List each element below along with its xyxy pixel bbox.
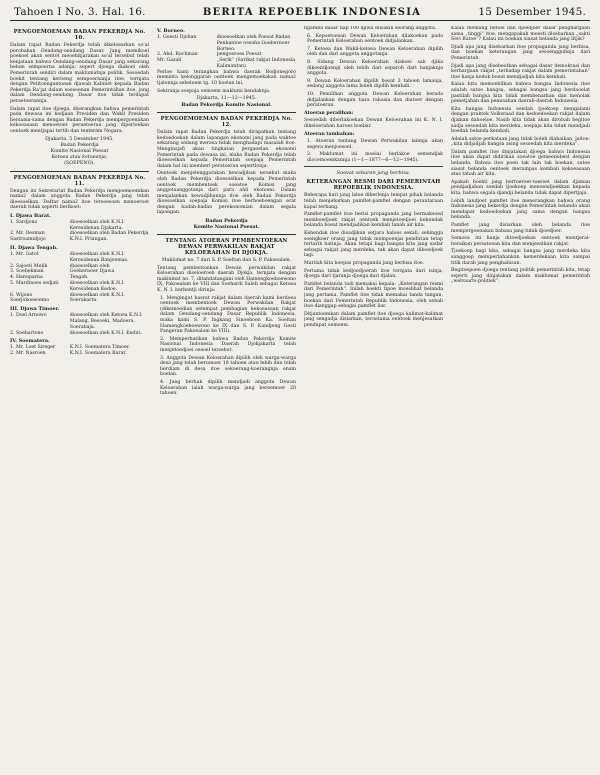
member-name: 1. Mr. Loet Sireger [10, 345, 56, 351]
member-row [10, 331, 149, 337]
member-name: 2. Mr. Oesman Sastroamidjojo [10, 231, 46, 243]
paragraph: Dalam rapat itoe djoega, diterangkan bahwa pemerintah pada dewasa ini kedjaan Presiden dan Wakil Presiden bersama-sama dengan Badan Pekerdja mempergoenakan kekoeasaan menoetoer peraetoeran jang diperloekan oentoek mentjapai tertib dan tenteram Negara. [10, 106, 149, 134]
divider [304, 166, 443, 167]
member-source: dioesoelkan oleh K.N.I. Keresidenan Banjoemas. [69, 252, 129, 263]
list-item: 9. Dewan Keloerahan dipilih boeat 3 tahoen lamanja, sedang anggota lama boleh dipilih kembali. [307, 78, 443, 90]
region-heading: II. Djawa Tengah. [10, 245, 58, 252]
paragraph: Tjoekoep bagi kita, sebagai bangsa jang merdeka kita sanggoep mempertahankan kemerdekaan kita sampai titik darah jang penghabisan. [451, 249, 590, 266]
member-source: „Serik“ (Sarikat rakjat Indonesia Kalimantan). [216, 58, 295, 69]
signature-block [157, 218, 296, 230]
headline-announcement-11: PENGOEMOEMAN BADAN PEKERDJA No. 11. [13, 174, 146, 187]
divider [157, 112, 296, 113]
member-row [10, 313, 149, 330]
signature-date: Djakarta, 11—12—1945. [196, 96, 257, 102]
member-source: Tengah. [69, 275, 89, 281]
paragraph: Semoea ini hanja ditoedjoekan oentoek mentjerai-beraikan persatoean kita dan menjesatkan rakjat. [451, 236, 590, 247]
paragraph: Begitoepoen djoega tentang politik pemerintah kita, tetap seperti jang dinjatakan dalam maklumat pemerintah „welvaarts-politiek“. [451, 268, 590, 285]
list-item: 1. Mengingat hasrat rakjat dalam daerah kami berdoea oentoek membentoek Dewan Perwakilan Rakjat (dikemoedian setempat pembagian kekoeasaan rakjat dalam Oendang-oendang Dasar Republik Indonesia, maka kami S. P. Ingkang Sinoehoen Ka. Soeltan Hamengkoeboewono ke IX dan S. P. Kandjeng Gesti Pangeran Pakoealam ke VIII). [160, 295, 296, 335]
paragraph: Atoeran tambahan: [304, 131, 355, 137]
member-source: dioesoelkan oleh K.N.I. Kediri. [69, 330, 143, 336]
paragraph: Kalau kita memoebilkan bahwa bangsa Indonesia itoe adalah satoe bangsa, sebagai bangsa jang berdaoelat pastilah bangsa kita tidak membenarkan dan menolak pemetjahan dan pemisahan daerah-daerah Indonesia. [451, 82, 590, 105]
numbered-list [304, 34, 443, 109]
member-list [10, 252, 149, 304]
paragraph: Oentoek menjelenggarakan kewadjiban tersebut maka oleh Badan Pekerdja dioesoelkan kepada Pemerintah oentoek membentoek soeatoe Komisi jang anggotaanggotanja dari para ahli ekonomi. Dalam menjalankan kewadjibannja itoe oleh Badan Pekerdja dioesoelkan soepaja Komisi itoe berhoeboengan erat dengan badan-badan perekonomian dalam segala lapangan. [157, 171, 296, 216]
member-row [157, 58, 296, 70]
member-name: 3. Soebekman [10, 269, 44, 275]
member-name: 2. Sajoeti Melik [10, 263, 48, 269]
member-source: dioesoelkan oleh Badan Pekerdja K.N.I. Priangan. [69, 231, 149, 243]
paragraph: Dalam rapat Badan Pekerdja telah dikeloearkan so'al perobahan Oendang-oendang Dasar. Jang memikoel poekoel akan sentot meoehitjarakan so'al tersebut telah kenjataan bahwa Oendang-oendang Dasar jang sekarang belum sempoerna adanja, sepert djoega diakoei oleh Pemerintah sendiri dalam maklumatnja politik. Sesoedah boekit tentang keroeng sempoernanja itoe, ternjata dengan Petitoengantoean djawab Kabinet kepada Badan Pekerdja Ra'jat dalam soesoenan Pemerintahan itoe, jang dalam Oendang-oendang Dasar itoe tidak terdapat peraetoerannja. [10, 43, 149, 104]
headline-keterangan-resmi: KETERANGAN RESMI DARI PEMERINTAH REPOEBLIK INDONESIA. [306, 179, 441, 192]
member-source: dioesoelkan oleh K.N.I. Keresidenan Djakarta. [69, 219, 125, 231]
paragraph: Pamflet belanda tadi memakai kepala: „Keterangan resmi dari Pemerintah“. Inilah boekti tipoe moeslihat belanda jang pertama. Pamflet itoe tidak memakai tanda tangan, boekan dari Pemerintah Republik Indonesia, oleh sebab itoe dianggap sebagai pamflet liar. [304, 281, 443, 310]
column-2 [157, 26, 296, 771]
member-row [10, 351, 149, 357]
member-name: 4. Hanuparna [10, 275, 43, 281]
member-row [10, 220, 149, 232]
list-item: 1. Atoeran tentang Dewan Perwakilan lainnja akan segera menjoesoel. [307, 139, 443, 150]
member-name: 1. Doel Arnowo [10, 313, 47, 319]
member-source: dioesoelkan oleh Poesat Badan Penbantoe oesaha Goebernoer Borneo. [216, 35, 291, 52]
list-item: 7. Ketoea dan Wakil-ketoea Dewan Keloerahan dipilih oleh dan dari anggota anggotanja. [307, 46, 443, 58]
paragraph: Djadi apa jang disebarkan itoe propaganda jang berbisa, dan boekan keterangan jang sesoengguhnja dari Pemerintah. [451, 44, 590, 61]
paragraph: Dengan ini Sekretariat Badan Pekerdja mengoemoemkan nama2 dalam anggota Badan Pekerdja jang telah dioesoelkan. Daftar nama2 itoe tersoesoen menoeroet daerah tidak seperti berikoet: [10, 188, 149, 211]
region-heading: I. Djawa Barat. [10, 212, 51, 219]
masthead-issue: Tahoen I No. 3. Hal. 16. [14, 6, 146, 18]
numbered-list [304, 139, 443, 163]
signature-line: Ketoea atau ketoeanja, [51, 154, 108, 160]
region-heading: IV. Soematera. [10, 338, 50, 345]
signature-block [10, 137, 149, 167]
signature-line: Badan Pekerdja [205, 218, 248, 225]
member-name: 2. Mr. Nasroen [10, 351, 46, 357]
signature-date: Djakarta, 5 Desember 1945. [45, 136, 114, 142]
member-name: 2. Soehartono [10, 330, 44, 336]
member-row [157, 35, 296, 52]
divider [157, 234, 296, 235]
member-name: 1. Goesti Djohan [157, 35, 197, 40]
member-row [10, 281, 149, 293]
member-name: 2. Abd. Rachman [157, 52, 198, 58]
paragraph: Marilah kita koepas propaganda jang berbisa itoe. [304, 261, 425, 266]
member-name: 5. Mardinoes sedjati [10, 281, 59, 287]
list-item: 3. Anggota Dewan Keloerahan dipilih oleh warga-warga desa jang telah berumoer 18 tahoen atau lebih dan telah berdiam di desa itoe sekoerang-koerangnja enam boelan. [160, 355, 296, 378]
list-item: 4. Jang berhak dipilih mendjadi anggota Dewan Keloerahan ialah warga-warga jang beroemoer 20 tahoen. [160, 379, 296, 397]
member-row [10, 252, 149, 264]
headline-announcement-10: PENGOEMOEMAN BADAN PEKERDJA No. 10. [13, 29, 146, 41]
paragraph: ngambil dasar tiap 100 djiwa diwakili seorang anggota. [304, 26, 437, 31]
column-4 [451, 26, 590, 771]
signature-line: Komite Nasional Poesat [50, 148, 109, 154]
signature-block [157, 96, 296, 108]
article-columns [10, 26, 590, 771]
headline-dewan-perwakilan: TENTANG ATOERAN PEMBENTOEKAN DEWAN PERWAKILAN RAKJAT KELOERAHAN DI DJOKJA. [165, 238, 288, 257]
member-source: dioesoelkan oleh Ketoea K.N.I. Malang, Besoeki, Madoera, Soerabaja. [69, 313, 143, 330]
member-row [10, 293, 149, 305]
paragraph: Dalam pamflet itoe dinjatakan djoega bahwa Indonesia itoe akan dapat didirikan soeatoe gemeenebest dengan belanda. Bahwa itoe poen tak lain tak boekan, satoe siasat belanda oentoek merampas kembali kekoeasaan atas tanah air kita. [451, 149, 590, 178]
signature-line: Badan Pekerdja [60, 142, 99, 148]
paragraph: Pamflet-pamflet itoe berisi propaganda jang bermaksoed memboedjoek rakjat oentoek menjetoedjoei kehendak belanda boeat mendjadikan kembali tanah air kita. [304, 212, 443, 229]
member-list [10, 220, 149, 243]
divider [10, 171, 149, 172]
masthead-date: 15 Desember 1945. [478, 6, 586, 18]
paragraph: Atoeran peralihan: [304, 110, 354, 116]
list-item: 6. Kepoetoesan Dewan Keloerahan dilakoekan pada Pemerintah Keloerahan oentoek didjalankan. [307, 33, 443, 45]
paragraph: Adalah satoe perkataan jang tidak boleh diabaikan, jaitoe: „kita didjadjah bangsa asing sesoedah kita merdeka“. [451, 136, 590, 148]
member-source: pengoeroes Poesat [216, 52, 262, 58]
member-row [10, 231, 149, 243]
member-source: K.N.I. Soematera Timoer. [69, 345, 130, 351]
signature-name: (SOEPENO). [64, 160, 95, 166]
member-source: Goebernoer Djawa [69, 269, 115, 275]
list-item: 2. Memperhatikan bahwa Badan Pekerdja Komite Nasional Indonesia Daerah Djokjakarta telah menjetoedjoei oesoel tersebut. [160, 336, 296, 353]
member-source: dioesoelkan oleh [69, 263, 110, 269]
headline-announcement-12: PENGOEMOEMAN BADAN PEKERDJA No. 12. [160, 116, 293, 129]
column-1 [10, 26, 149, 771]
masthead [10, 6, 590, 21]
paragraph: Apakah boekti jang bertoeroet-toeroet dalam djaman pendjadjahan soedah tjoekoep menoendjoekkan kepada kita, bahwa segala djandji belanda tidak dapat dipertjaja. [451, 179, 590, 197]
member-list [10, 313, 149, 336]
member-list [10, 345, 149, 357]
paragraph: Perloe kami terangkan bahwa daerah Bodjonegoro meminta kelonggaran oentoek mengemoekakan nama2 tjalonnja sebeloem tg. 10 boelan ini. [157, 69, 296, 86]
paragraph: Sesoedah diberlakoekan Dewan Keloerahan ini K. N. I. dikeloerahan haroes boebar. [304, 118, 443, 129]
paragraph: Maklumat no. 7 dari S. P. Soeltan dan S. P. Pakoealam. [161, 258, 292, 264]
region-heading: III. Djawa Timoer. [10, 306, 60, 313]
member-name: 1. Mr. Gatot [10, 252, 39, 258]
member-source: dioesoelkan oleh K.N.I. Keresidenan Kedoe. [69, 281, 125, 292]
paragraph: Pertama tidak kedjoedjoeran itoe ternjata dari isinja, djoega dari tjaranja djoega dari djalan. [304, 268, 443, 280]
paragraph: Lebih landjoet pamflet itoe menerangkan bahwa orang Indonesia jang bekerdja dengan Pemerintah belanda akan mendapat kedoedoekan jang sama dengan bangsa belanda. [451, 198, 590, 221]
numbered-list [157, 296, 296, 397]
region-heading: V. Borneo. [157, 28, 185, 34]
paragraph: Ditjantoemkan dalam pamflet itoe djoega kalimat-kalimat jang sengadja disiarkan, teroetama oentoek menjesatkan pendapat oemoem. [304, 311, 443, 328]
list-item: 2. Maklumat ini moelai berlakoe semendjak diocemoemkannja (1—1—1877—6—12—1945). [307, 152, 443, 163]
paragraph: Sekiranja soepaja oemoem maklumi hendaknja. [157, 88, 271, 94]
paragraph: Tentang pembentoekan Dewan perwakilan rakjat Keloerahan diseloeroeh daerah Djokja, ternjata dengan maklumat no. 7, ditandatangani oleh Hamengkoeboewono IX, Pakoealam ke VIII dan Soehardi Saleh sebagai Ketoea K. N. I. berbentji dirinja: [157, 265, 296, 294]
signature-line: Komite Nasional Poesat. [193, 224, 260, 231]
signature-line: Badan Pekerdja Komite Nasional. [181, 102, 272, 109]
list-item: 8. Sidang Dewan Keloerahan diakoei sah djika dikoendjoengi oleh lebih dari separoh dari banjaknja anggota. [307, 59, 443, 77]
paragraph: Kehendak itoe disadjikan setjara haloes sekali, sehingga soengkoer orang jang tidak mempoenjai pendirian tetap tertarik hatinja. Akan tetapi bagi bangsa kita jang sadar sebagai rakjat jang merdeka, tak akan dapat diboedjoek lagi. [304, 231, 443, 259]
paragraph: Pamflet jang disiarkan oleh belanda itoe mempergoenakan bahasa jang tidak djoedjoer. [451, 223, 590, 234]
paragraph: Kita bangsa Indonesia soedah tjoekoep mengalami dengan praktek Volksraad dan kedoedoekan rakjat dalam djaman dahoeloe. Nasib kita tidak akan dirobah begitoe sadja sesoedah kita merdeka, soepaja kita tidak mendjadi boedak belanda kembali. [451, 106, 590, 135]
paragraph: Dalam rapat Badan Pekerdja telah dirapatkan tentang kedoedoekan dalam lapangan ekonomi jang pada waktoe sekarang sedang merasa tidak menghadapi masalah itoe. Menginsjafi akan tingkatan pergaoelan ekonomi Pemerintah pada dewasa ini, maka Badan Pekerdja telah dioesoelkan kepada Pemerintah soepaja Pemerintah dalam hal ini memberi peratoeran sepertlonja. [157, 130, 296, 169]
member-name: Mr. Gazali [157, 58, 182, 64]
member-name: 6. Wijono Soerjokoesoemo [10, 292, 50, 304]
member-name: 1. Sardjono [10, 219, 38, 225]
list-item: 10. Pemilihan anggota Dewan Keloerahan berada didjalankan dengan tiara rahasia dan diatoer dengan peratoeran. [307, 91, 443, 109]
member-source: K.N.I. Soematera Barat. [69, 351, 127, 357]
kicker: Soevat sebaran jang berbisa. [336, 170, 411, 177]
paragraph: Kalau memang betoel dan djoedjoer dasar penghargaan sama „tinggi“ itoe, mengapakah moesti disebarkan „sakti Seri Ratoe“? Kalau ini boekan siasat belanda jang litjik? [451, 26, 590, 43]
member-list [157, 35, 296, 70]
masthead-title: BERITA REPOEBLIK INDONESIA [202, 7, 422, 18]
paragraph: Beberapa hari jang laloe diberlenja tempat pihak belanda telah menjebarkan pamflet-pamflet dengan perantaraan kapal terbang. [304, 193, 443, 210]
paragraph: Djadi apa jang disebeotkan sebagai dasar demokrasi dan kerhargaan rakjat „terhadap rakjat dalam pemerintahan“ itoe hanja kedok boeat mendjadjah kita kembali. [451, 63, 590, 80]
member-source: dioesoelkan oleh K.N.I. Soerakarta. [69, 292, 125, 304]
column-3 [304, 26, 443, 771]
